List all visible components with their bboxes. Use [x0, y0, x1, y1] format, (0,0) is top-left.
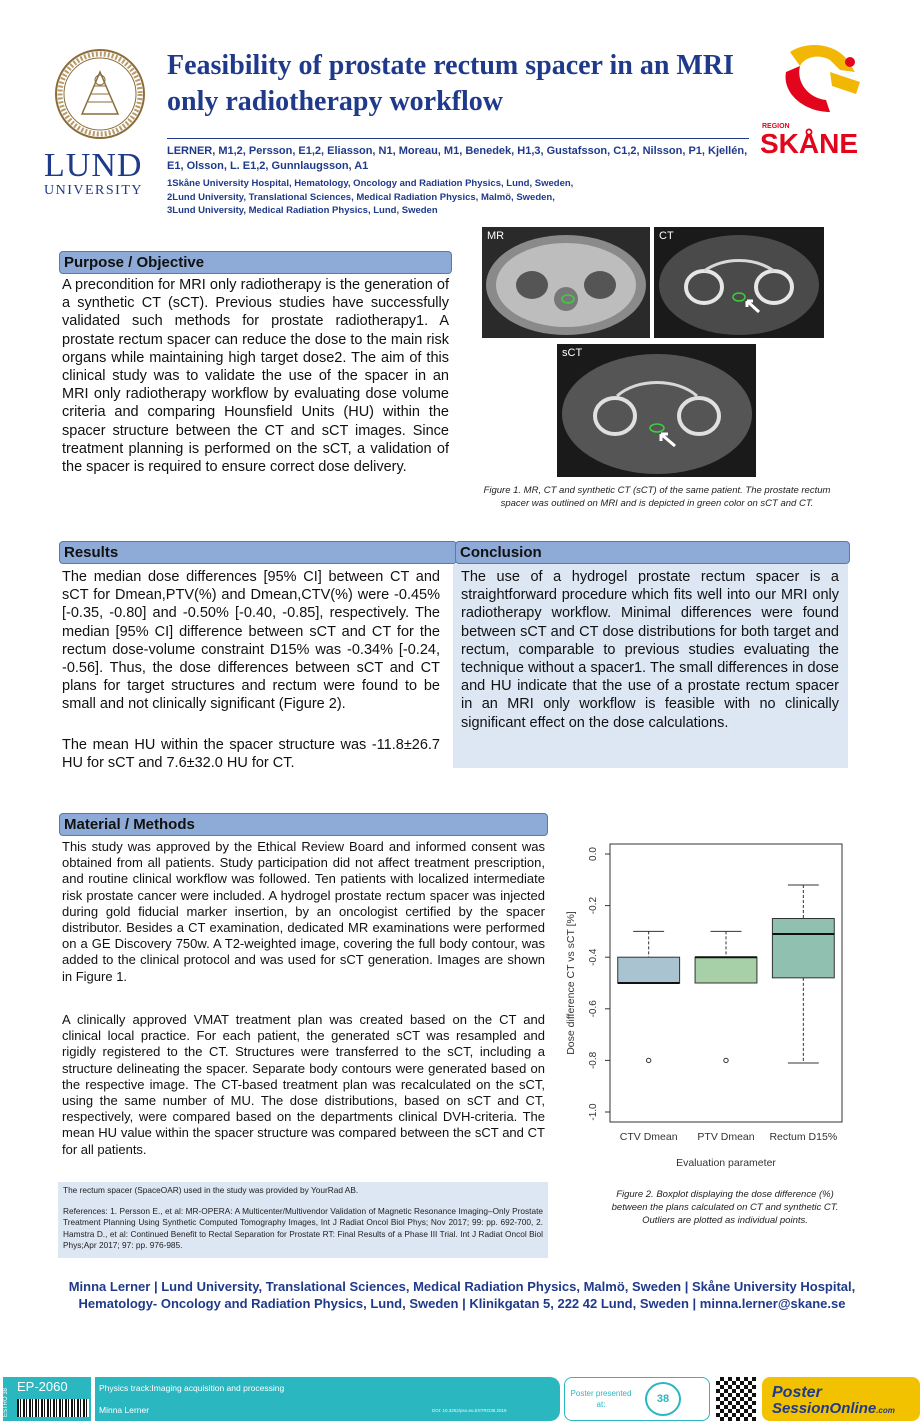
side-code: ESTRO 38	[3, 1387, 9, 1417]
contact-footer	[40, 1278, 884, 1312]
conclusion-text: The use of a hydrogel prostate rectum spacer is a straightforward procedure which fits well into our MRI only radiotherapy workflow. Minimal differences were found between sCT and CT dose distributions for both target and rectum, comparable to previous studies evaluating the technique without a spacer1. The small differences in dose and HU indicate that the use of a prostate rectum spacer in an MRI only workflow is feasible with no clinically significant effect on the dose calculations.	[461, 569, 839, 731]
presented-label: Poster presented at:	[570, 1389, 632, 1409]
brand-poster: Poster	[772, 1384, 822, 1401]
title-rule	[167, 138, 749, 139]
sct-image	[557, 344, 756, 477]
footer-line-1: Minna Lerner | Lund University, Translational Sciences, Medical Radiation Physics, Malmö, Sweden | Skåne University Hospital,	[68, 1279, 856, 1294]
track-panel	[95, 1377, 560, 1421]
poster-id-panel	[3, 1377, 91, 1421]
mr-image	[482, 227, 650, 338]
estro-badge-number: 38	[656, 1393, 670, 1405]
lund-university-logo	[44, 44, 156, 198]
qr-code-icon[interactable]	[716, 1377, 756, 1421]
y-tick-label: -0.4	[588, 948, 599, 966]
x-axis-label: Evaluation parameter	[676, 1157, 776, 1169]
skane-word: SKÅNE	[760, 128, 859, 159]
results-paragraph-1: The median dose differences [95% CI] between CT and sCT for Dmean,PTV(%) and Dmean,CTV(%) were -0.45% [-0.35, -0.80] and -0.50% [-0.40, -0.85], respectively. The median [95% CI] difference between sCT and CT for the rectum dose-volume constraint D15% was -0.34% [-0.24, -0.56]. Thus, the dose differences between sCT and CT plans for target structures and rectum were found to be small and not clinically significant (Figure 2).	[62, 569, 440, 713]
y-tick-label: -1.0	[588, 1103, 599, 1121]
poster-title: Feasibility of prostate rectum spacer in an MRI only radiotherapy workflow	[167, 50, 734, 117]
outlier-point	[646, 1058, 650, 1062]
conclusion-heading: Conclusion	[455, 541, 850, 564]
references-box	[58, 1182, 548, 1258]
methods-heading: Material / Methods	[59, 813, 548, 836]
lund-wordmark: LUND	[44, 147, 143, 184]
brand-com: .com	[876, 1406, 895, 1415]
box-2	[772, 919, 834, 978]
y-tick-label: -0.8	[588, 1051, 599, 1070]
poster-id: EP-2060	[17, 1379, 68, 1394]
results-paragraph-2: The mean HU within the spacer structure was -11.8±26.7 HU for sCT and 7.6±32.0 HU for CT.	[62, 737, 440, 772]
estro-badge-icon	[645, 1382, 681, 1416]
y-tick-label: -0.2	[588, 896, 599, 915]
results-heading: Results	[59, 541, 457, 564]
box-1	[695, 957, 757, 983]
doi-text: DOI: 10.3252/pso.eu.ESTRO38.2019	[432, 1408, 507, 1413]
x-tick-label: Rectum D15%	[769, 1131, 838, 1143]
region-word: REGION	[762, 123, 790, 130]
brand-session: SessionOnline	[772, 1400, 877, 1417]
box-0	[618, 957, 680, 983]
mr-label: MR	[487, 230, 505, 242]
affiliation-3: 3Lund University, Medical Radiation Physics, Lund, Sweden	[167, 205, 438, 216]
spacer-note: The rectum spacer (SpaceOAR) used in the study was provided by YourRad AB.	[63, 1185, 359, 1195]
boxplot-chart	[560, 836, 850, 1176]
outlier-point	[724, 1058, 728, 1062]
figure2-caption: Figure 2. Boxplot displaying the dose difference (%) between the plans calculated on CT and synthetic CT. Outliers are plotted as individual points.	[611, 1189, 839, 1226]
purpose-heading: Purpose / Objective	[59, 251, 452, 274]
university-wordmark: UNIVERSITY	[44, 183, 143, 198]
affiliations	[167, 177, 757, 218]
x-tick-label: PTV Dmean	[697, 1131, 755, 1143]
footer-line-2: Hematology- Oncology and Radiation Physics, Lund, Sweden | Klinikgatan 5, 222 42 Lund, Sweden | minna.lerner@skane.se	[78, 1296, 846, 1311]
y-axis-label: Dose difference CT vs sCT [%]	[565, 911, 577, 1055]
ct-image	[654, 227, 824, 338]
presented-at-panel	[564, 1377, 710, 1421]
references-text: References: 1. Persson E., et al: MR-OPERA: A Multicenter/Multivendor Validation of Magnetic Resonance Imaging–Only Prostate Treatment Planning Using Synthetic Computed Tomography Images, Int J Radiat Oncol Biol Phys; Nov 2017; 99: pp. 692-700, 2. Hamstra D., et al: Continued Benefit to Rectal Separation for Prostate RT: Final Results of a Phase III Trial. Int J Radiat Oncol Biol Phys;Apr 2017; 97: pp. 976-985.	[63, 1205, 543, 1250]
region-skane-logo	[760, 42, 872, 159]
lund-seal-icon	[44, 44, 156, 144]
presenter-name: Minna Lerner	[99, 1405, 150, 1415]
skane-griffin-icon	[760, 42, 872, 118]
figure1-caption: Figure 1. MR, CT and synthetic CT (sCT) of the same patient. The prostate rectum spacer was outlined on MRI and is depicted in green color on sCT and CT.	[483, 485, 831, 509]
brand-text	[772, 1385, 895, 1419]
methods-paragraph-2: A clinically approved VMAT treatment plan was created based on the CT and clinical local practice. For each patient, the generated sCT was resampled and rigidly registered to the CT. Structures were transferred to the sCT, including a structure delineating the spacer. Separate body contours were generated based on the respective image. The CT-based treatment plan was recalculated on the sCT, using the same number of MU. The dose distributions, based on sCT and CT, respectively, were compared based on the departments clinical DVH-criteria. The mean HU value within the spacer structure was compared between the sCT and CT for all patients.	[62, 1012, 545, 1157]
affiliation-2: 2Lund University, Translational Sciences, Medical Radiation Physics, Malmö, Sweden,	[167, 191, 555, 203]
poster-session-online-logo[interactable]	[762, 1377, 920, 1421]
purpose-text: A precondition for MRI only radiotherapy is the generation of a synthetic CT (sCT). Previous studies have successfully validated such methods for prostate radiotherapy1. A prostate rectum spacer can reduce the dose to the main risk organs while maintaining high target dose2. The aim of this clinical study was to validate the use of the spacer in an MRI only radiotherapy workflow by evaluating dose volume criteria and comparing Hounsfield Units (HU) within the spacer structure between the CT and sCT images. Since treatment planning is performed on the sCT, a validation of the spacer is required to ensure correct dose delivery.	[62, 277, 449, 476]
methods-paragraph-1: This study was approved by the Ethical Review Board and informed consent was obtained from all patients. Study participation did not affect treatment prescription, and routine clinical workflow was followed. Ten patients with localized intermediate risk prostate cancer were included. A hydrogel prostate rectum spacer was injected during gold fiducial marker insertion, by an oncologist certified by the spacer distributor. Besides a CT examination, dedicated MR examinations were performed on a GE Discovery 750w. A T2-weighted image, covering the full body contour, was added to the clinical protocol and was used for sCT generation. Images are shown in Figure 1.	[62, 839, 545, 984]
y-tick-label: -0.6	[588, 1000, 599, 1018]
author-list: LERNER, M1,2, Persson, E1,2, Eliasson, N1, Moreau, M1, Benedek, H1,3, Gustafsson, C1,2, Nilsson, P1, Kjellén, E1, Olsson, L. E1,2, Gunnlaugsson, A1	[167, 145, 748, 172]
barcode	[17, 1399, 89, 1417]
x-tick-label: CTV Dmean	[619, 1131, 678, 1143]
affiliation-1: 1Skåne University Hospital, Hematology, Oncology and Radiation Physics, Lund, Sweden,	[167, 178, 574, 189]
y-tick-label: 0.0	[588, 847, 599, 861]
track-text: Physics track:Imaging acquisition and processing	[99, 1383, 285, 1393]
sct-label: sCT	[562, 347, 583, 359]
ct-label: CT	[659, 230, 674, 242]
